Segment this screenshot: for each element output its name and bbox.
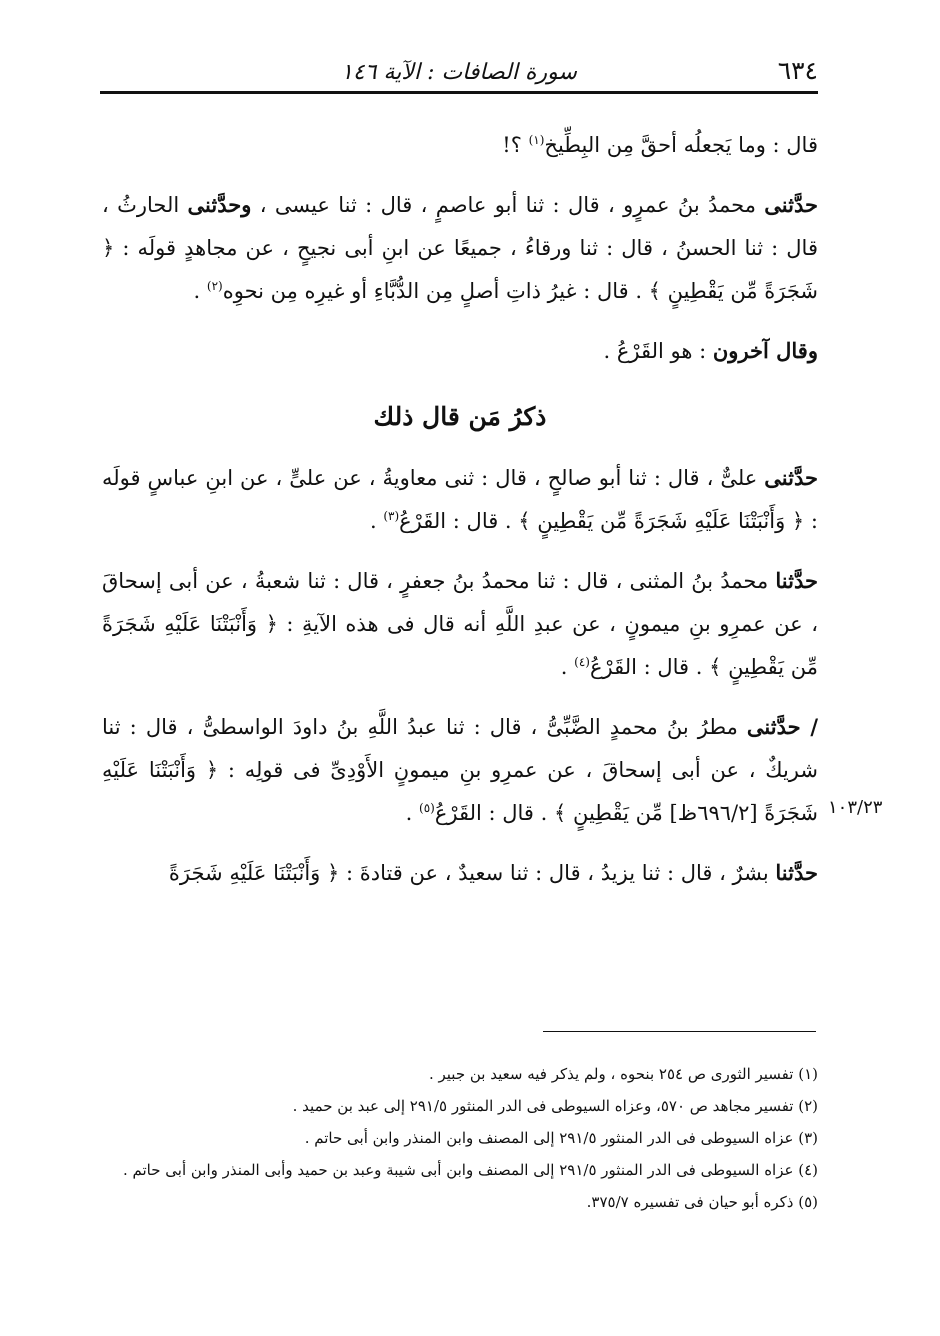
- main-text: [102, 124, 818, 911]
- narration-lead: وحدَّثنى: [187, 192, 252, 217]
- narration-lead: حدَّثنى: [764, 465, 818, 490]
- footnote: (٤) عزاه السيوطى فى الدر المنثور ٢٩١/٥ إلى المصنف وابن أبى شيبة وعبد بن حميد وأبى المنذر وابن أبى حاتم .: [122, 1161, 818, 1179]
- narration-lead: حدَّثنى: [764, 192, 818, 217]
- narration-lead: حدَّثنا: [775, 860, 818, 885]
- footnote-marker: (٢): [206, 279, 223, 293]
- paragraph-text: محمدُ بنُ عمرٍو ، قال : ثنا أبو عاصمٍ ، قال : ثنا عيسى ،: [251, 193, 765, 217]
- margin-reference: ١٠٣/٢٣: [828, 797, 883, 818]
- paragraph-3: [102, 329, 818, 373]
- page-number: ٦٣٤: [777, 56, 818, 85]
- paragraph-text: مطرُ بنُ محمدٍ الضَّبِّىُّ ، قال : ثنا عبدُ اللَّهِ بنُ داودَ الواسطىُّ ، قال : ثنا شريكٌ ، عن أبى إسحاقَ ، عن عمرِو بنِ ميمونٍ الأَوْدِىِّ فى قولِه : ﴿ وَأَنْبَتْنَا عَلَيْهِ شَجَرَةً [٦٩٦/٢ظ] مِّن يَقْطِينٍ ﴾ . قال : القَرْعُ: [102, 715, 818, 825]
- footnote: (٢) تفسير مجاهد ص ٥٧٠، وعزاه السيوطى فى الدر المنثور ٢٩١/٥ إلى عبد بن حميد .: [292, 1097, 818, 1115]
- paragraph-text: علىٌّ ، قال : ثنا أبو صالحٍ ، قال : ثنى معاويةُ ، عن علىٍّ ، عن ابنِ عباسٍ قولَه : ﴿ وَأَنْبَتْنَا عَلَيْهِ شَجَرَةً مِّن يَقْطِينٍ ﴾ . قال : القَرْعُ: [102, 466, 818, 533]
- page-header: [100, 52, 818, 94]
- footnote-marker: (٥): [419, 801, 435, 815]
- header-rule: [100, 91, 818, 94]
- footnote-marker: (٤): [574, 655, 590, 669]
- paragraph-6: [102, 705, 818, 835]
- paragraph-text: بشرٌ ، قال : ثنا يزيدُ ، قال : ثنا سعيدٌ ، عن قتادةَ : ﴿ وَأَنْبَتْنَا عَلَيْهِ شَجَرَةً: [168, 861, 776, 885]
- paragraph-text: قال : وما يَجعلُه أحقَّ مِن البِطِّيخ: [544, 133, 818, 157]
- footnote-marker: (٣): [383, 509, 400, 523]
- paragraph-tail: .: [369, 509, 384, 533]
- paragraph-1: [102, 124, 818, 167]
- footnote: (١) تفسير الثورى ص ٢٥٤ بنحوه ، ولم يذكر فيه سعيد بن جبير .: [428, 1065, 818, 1083]
- paragraph-7: [102, 851, 818, 895]
- footnote-marker: (١): [528, 133, 545, 147]
- footnote: (٣) عزاه السيوطى فى الدر المنثور ٢٩١/٥ إلى المصنف وابن المنذر وابن أبى حاتم .: [304, 1129, 818, 1147]
- footnote: (٥) ذكره أبو حيان فى تفسيره ٣٧٥/٧.: [586, 1193, 818, 1211]
- narration-lead: حدَّثنى: [746, 714, 801, 739]
- paragraph-text: محمدُ بنُ المثنى ، قال : ثنا محمدُ بنُ جعفرٍ ، قال : ثنا شعبةُ ، عن أبى إسحاقَ ، عن عمرِو بنِ ميمونٍ ، عن عبدِ اللَّهِ أنه قال فى هذه الآيةِ : ﴿ وَأَنْبَتْنَا عَلَيْهِ شَجَرَةً مِّن يَقْطِينٍ ﴾ . قال : القَرْعُ: [102, 569, 818, 679]
- page-break-marker: /: [800, 714, 818, 739]
- footnote-separator: [543, 1031, 816, 1032]
- paragraph-tail: .: [405, 801, 420, 825]
- paragraph-tail: ؟!: [502, 133, 529, 157]
- paragraph-text: الحارثُ ، قال : ثنا الحسنُ ، قال : ثنا ورقاءُ ، جميعًا عن ابنِ أبى نجيحٍ ، عن مجاهدٍ قولَه : ﴿ شَجَرَةً مِّن يَقْطِينٍ ﴾ . قال : غيرُ ذاتِ أصلٍ مِن الدُّبَّاءِ أو غيرِه مِن نحوِه: [102, 193, 818, 303]
- paragraph-2: [102, 183, 818, 313]
- narration-lead: وقال آخرون: [712, 338, 818, 363]
- footnotes: [102, 1058, 818, 1218]
- section-heading: ذكرُ مَن قال ذلك: [373, 402, 547, 431]
- paragraph-tail: .: [560, 655, 575, 679]
- paragraph-4: [102, 456, 818, 543]
- paragraph-5: [102, 559, 818, 689]
- running-title: سورة الصافات : الآية ١٤٦: [341, 60, 577, 85]
- paragraph-text: : هو القَرْعُ .: [603, 339, 713, 363]
- paragraph-tail: .: [193, 279, 207, 303]
- narration-lead: حدَّثنا: [775, 568, 818, 593]
